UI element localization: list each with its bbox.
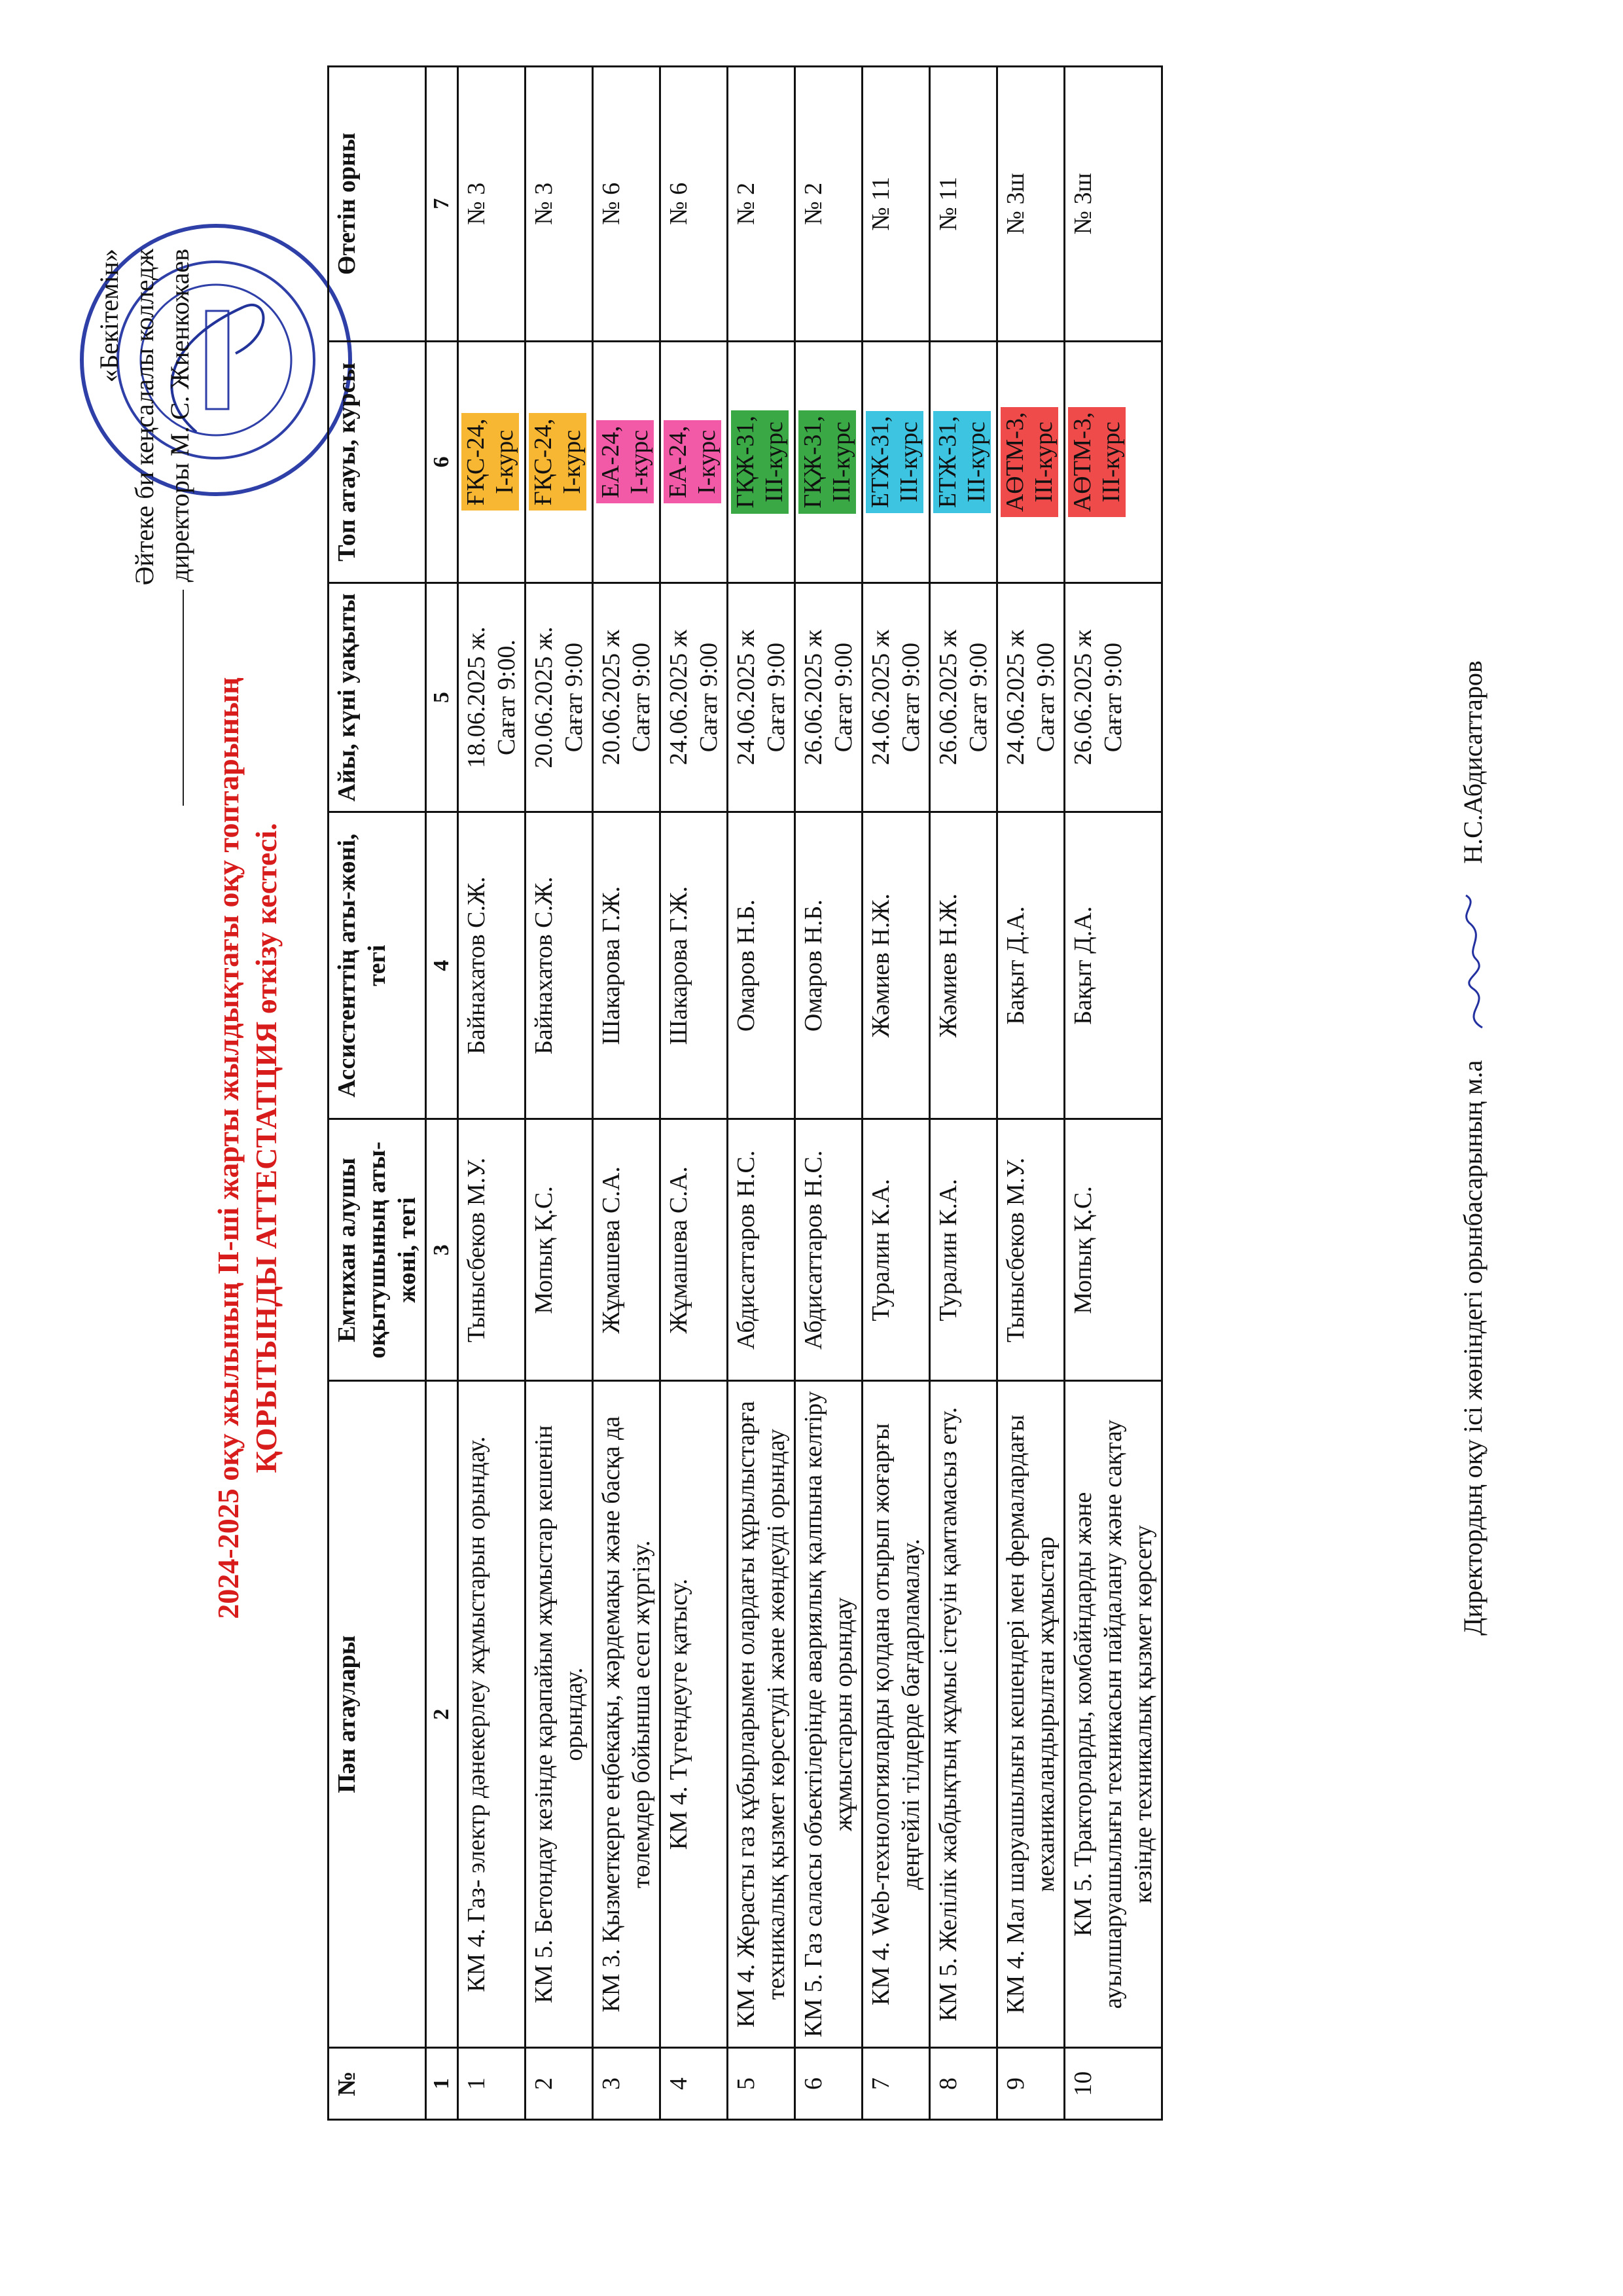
subject-cell: КМ 5. Бетондау кезінде қарапайым жұмыстар кешенін орындау. [526,1381,593,2048]
group-cell [863,341,930,583]
group-course: ІІІ-курс [963,422,990,503]
group-course: І-курс [693,429,721,494]
column-number: 3 [426,1119,458,1381]
header-no: № [329,2048,426,2120]
assistant-cell: Омаров Н.Б. [728,812,795,1119]
examiner-cell: Мопық Қ.С. [526,1119,593,1381]
column-number-row [426,67,458,2120]
exam-time: Сағат 9:00 [830,642,857,753]
examiner-cell: Туралин К.А. [930,1119,997,1381]
title-line-2: ҚОРЫТЫНДЫ АТТЕСТАТЦИЯ өткізу кестесі. [249,823,283,1473]
table-row [728,67,795,2120]
header-assistant: Ассистенттің аты-жөні, тегі [329,812,426,1119]
document-title [209,0,285,2296]
place-cell: № 3 [458,67,526,342]
group-name: ҒҚС-24, [529,418,557,506]
place-cell: № 11 [863,67,930,342]
group-name: АӨТМ-3, [1069,412,1096,512]
date-cell [997,583,1065,812]
place-cell: № 6 [660,67,728,342]
group-course: ІІІ-курс [895,422,923,503]
subject-cell: КМ 4. Мал шаруашылығы кешендері мен фермалардағы механикаландырылған жұмыстар [997,1381,1065,2048]
group-name: ЕТЖ-31, [934,416,961,509]
column-number: 4 [426,812,458,1119]
table-row [795,67,863,2120]
examiner-cell: Жұмашева С.А. [660,1119,728,1381]
group-course: ІІІ-курс [1097,422,1125,503]
exam-time: Сағат 9:00 [965,642,992,753]
assistant-cell: Байнахатов С.Ж. [526,812,593,1119]
group-cell [458,341,526,583]
date-cell [458,583,526,812]
table-row [526,67,593,2120]
row-number: 1 [458,2048,526,2120]
row-number: 10 [1065,2048,1162,2120]
group-name: ҒҚС-24, [462,418,490,506]
group-cell [728,341,795,583]
column-number: 1 [426,2048,458,2120]
group-cell [660,341,728,583]
exam-date: 24.06.2025 ж [665,630,692,765]
row-number: 9 [997,2048,1065,2120]
exam-time: Сағат 9:00 [695,642,722,753]
column-number: 5 [426,583,458,812]
date-cell [863,583,930,812]
assistant-cell: Жәмиев Н.Ж. [930,812,997,1119]
group-name: ГҚЖ-31, [799,416,827,509]
place-cell: № 3ш [997,67,1065,342]
date-cell [1065,583,1162,812]
header-date: Айы, күні уақыты [329,583,426,812]
table-row [458,67,526,2120]
examiner-cell: Туралин К.А. [863,1119,930,1381]
approval-director [162,249,198,838]
subject-cell: КМ 5. Тракторларды, комбайндарды және ауылшаруашылығы техникасын пайдалану және сақтау кезінде техникалық қызмет көрсету [1065,1381,1162,2048]
examiner-cell: Абдисаттаров Н.С. [728,1119,795,1381]
row-number: 8 [930,2048,997,2120]
header-subject: Пән атаулары [329,1381,426,2048]
table-row [930,67,997,2120]
exam-time: Сағат 9:00 [897,642,925,753]
exam-date: 18.06.2025 ж. [463,626,490,768]
table-row [660,67,728,2120]
group-cell [795,341,863,583]
group-name: АӨТМ-3, [1001,412,1029,512]
header-place: Өтетін орны [329,67,426,342]
assistant-cell: Омаров Н.Б. [795,812,863,1119]
group-name: ЕТЖ-31, [866,416,894,509]
group-badge [1001,407,1058,518]
group-course: І-курс [558,429,586,494]
group-course: І-курс [491,429,518,494]
row-number: 2 [526,2048,593,2120]
place-cell: № 3 [526,67,593,342]
row-number: 7 [863,2048,930,2120]
subject-cell: КМ 5. Газ саласы объектілерінде авариялық қалпына келтіру жұмыстарын орындау [795,1381,863,2048]
exam-time: Сағат 9:00 [1032,642,1060,753]
header-group: Топ атауы, курсы [329,341,426,583]
group-course: ІІІ-курс [1030,422,1058,503]
date-cell [930,583,997,812]
column-number: 7 [426,67,458,342]
footer-name: Н.С.Абдисаттаров [1458,660,1488,864]
group-name: ЕА-24, [664,425,692,499]
approval-director-name: директоры М. С. Жиенкожаев [165,249,194,583]
date-cell [795,583,863,812]
assistant-cell: Бақыт Д.А. [997,812,1065,1119]
exam-date: 26.06.2025 ж [800,630,827,765]
group-badge [933,411,991,514]
examiner-cell: Жұмашева С.А. [593,1119,660,1381]
exam-date: 24.06.2025 ж [1002,630,1029,765]
examiner-cell: Абдисаттаров Н.С. [795,1119,863,1381]
place-cell: № 6 [593,67,660,342]
date-cell [526,583,593,812]
column-number: 2 [426,1381,458,2048]
group-cell [997,341,1065,583]
row-number: 5 [728,2048,795,2120]
subject-cell: КМ 4. Жерасты газ құбырларымен олардағы құрылыстарға техникалық қызмет көрсетуді және жөндеуді орындау [728,1381,795,2048]
subject-cell: КМ 3. Қызметкерге еңбекақы, жәрдемақы және басқа да төлемдер бойынша есеп жүргізу. [593,1381,660,2048]
place-cell: № 11 [930,67,997,342]
date-cell [593,583,660,812]
subject-cell: КМ 4. Газ- электр дәнекерлеу жұмыстарын орындау. [458,1381,526,2048]
group-cell [930,341,997,583]
group-name: ЕА-24, [597,425,624,499]
group-badge [866,411,923,514]
exam-time: Сағат 9:00 [628,642,655,753]
group-badge [664,420,721,503]
row-number: 3 [593,2048,660,2120]
group-course: І-курс [626,429,653,494]
subject-cell: КМ 4. Web-технологияларды қолдана отырып жоғарғы деңгейлі тілдерде бағдарламалау. [863,1381,930,2048]
table-header-row [329,67,426,2120]
group-badge [1068,407,1126,518]
approval-college: Әйтеке би кеңсалалы колледж [130,249,159,586]
exam-date: 24.06.2025 ж [732,630,760,765]
exam-date: 20.06.2025 ж. [530,626,558,768]
approval-block [92,249,198,838]
group-badge [529,413,586,511]
group-badge [798,410,856,514]
date-cell [660,583,728,812]
group-name: ГҚЖ-31, [732,416,759,509]
place-cell: № 3ш [1065,67,1162,342]
examiner-cell: Мопық Қ.С. [1065,1119,1162,1381]
subject-cell: КМ 5. Желілік жабдықтың жұмыс істеуін қамтамасыз ету. [930,1381,997,2048]
assistant-cell: Шакарова Г.Ж. [593,812,660,1119]
place-cell: № 2 [795,67,863,342]
column-number: 6 [426,341,458,583]
group-badge [596,420,654,503]
row-number: 6 [795,2048,863,2120]
title-line-1: 2024-2025 оқу жылының ІІ-ші жарты жылдықтағы оқу топтарының [211,677,245,1619]
examiner-cell: Тынысбеков М.У. [458,1119,526,1381]
exam-time: Сағат 9:00. [493,639,520,755]
group-cell [526,341,593,583]
exam-date: 26.06.2025 ж [1069,630,1097,765]
examiner-cell: Тынысбеков М.У. [997,1119,1065,1381]
header-examiner: Емтихан алушы оқытушының аты-жөні, тегі [329,1119,426,1381]
footer-signature [1456,0,1495,2296]
exam-schedule-table [327,65,1163,2121]
group-cell [1065,341,1162,583]
subject-cell: КМ 4. Түгендеуге қатысу. [660,1381,728,2048]
assistant-cell: Жәмиев Н.Ж. [863,812,930,1119]
table-row [593,67,660,2120]
assistant-cell: Байнахатов С.Ж. [458,812,526,1119]
group-badge [461,413,519,511]
place-cell: № 2 [728,67,795,342]
exam-time: Сағат 9:00 [762,642,790,753]
table-row [997,67,1065,2120]
row-number: 4 [660,2048,728,2120]
group-course: ІІІ-курс [760,422,788,503]
table-row [1065,67,1162,2120]
group-course: ІІІ-курс [828,422,855,503]
handwritten-signature [1456,890,1495,1034]
footer-role: Директордың оқу ісі жөніндегі орынбасарының м.а [1458,1060,1488,1636]
assistant-cell: Шакарова Г.Ж. [660,812,728,1119]
table-body [458,67,1162,2120]
group-badge [731,410,789,514]
table-row [863,67,930,2120]
signature-line [181,590,184,806]
approval-heading: «Бекітемін» [94,249,124,383]
exam-date: 26.06.2025 ж [935,630,962,765]
assistant-cell: Бақыт Д.А. [1065,812,1162,1119]
exam-date: 24.06.2025 ж [867,630,895,765]
exam-time: Сағат 9:00 [560,642,588,753]
exam-time: Сағат 9:00 [1099,642,1127,753]
date-cell [728,583,795,812]
group-cell [593,341,660,583]
exam-date: 20.06.2025 ж [597,630,625,765]
